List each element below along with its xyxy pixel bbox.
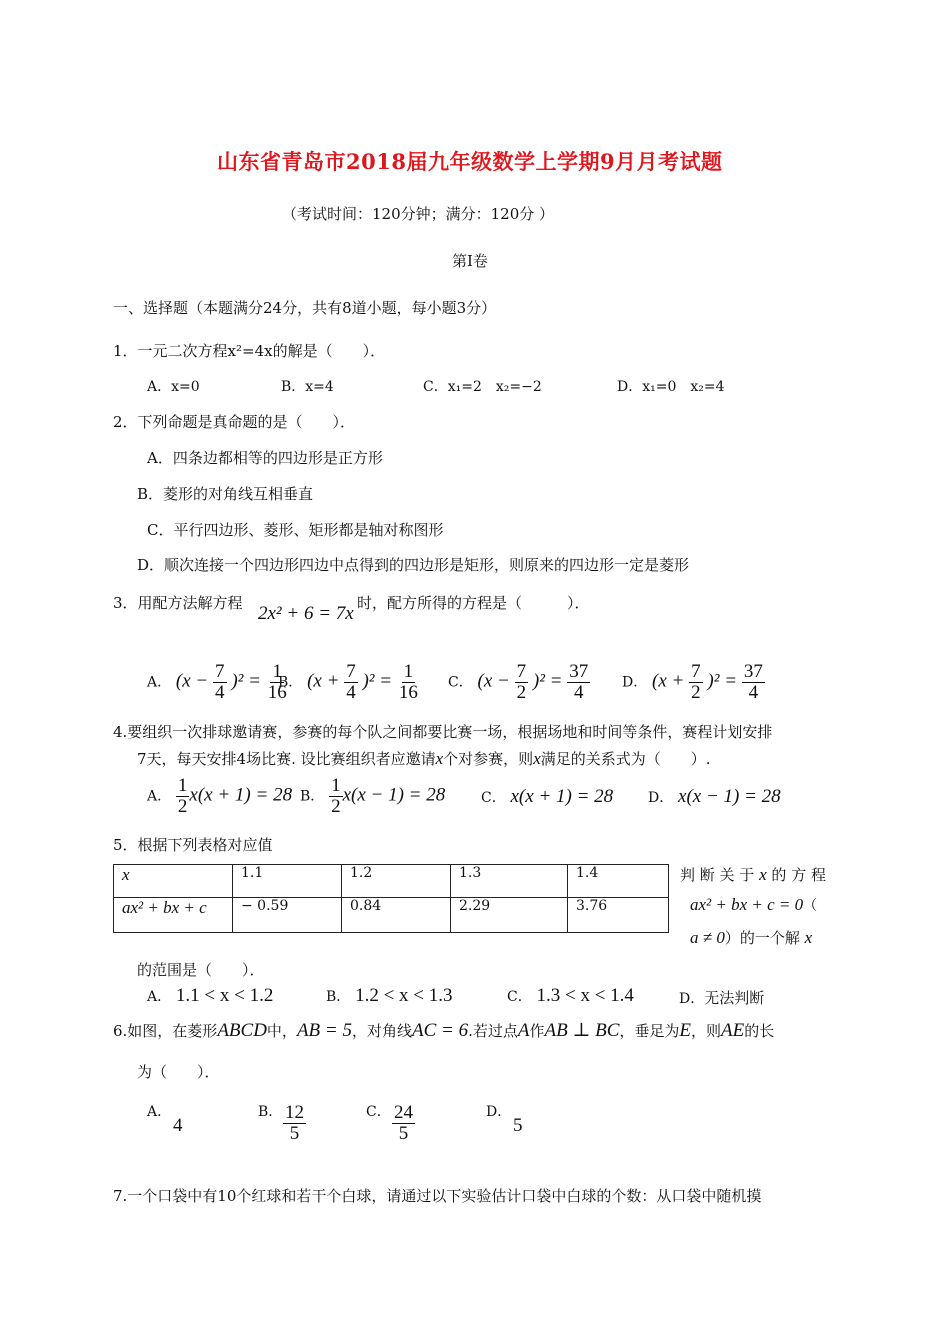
q1-option-b: B．x=4 — [281, 379, 334, 395]
q6-m7: AE — [721, 1020, 745, 1041]
table-cell: 1.2 — [342, 865, 451, 898]
q6-m4: A — [517, 1020, 530, 1041]
table-cell: 1.3 — [451, 865, 568, 898]
q3-d-rden: 4 — [748, 681, 759, 703]
q5-option-b — [326, 985, 453, 1007]
q4-option-b — [300, 776, 445, 817]
q6-p4: .若过点 — [468, 1022, 518, 1040]
q4-b-half — [329, 776, 343, 817]
table-cell-text: x — [122, 865, 130, 884]
q5-side-line1 — [680, 864, 826, 885]
q3-equation: 2x² + 6 = 7x — [258, 603, 354, 624]
q5-option-a — [147, 985, 273, 1007]
question-2-stem: 2．下列命题是真命题的是（ ）． — [113, 413, 356, 431]
table-cell: − 0.59 — [233, 898, 342, 933]
question-6-line2: 为（ ）． — [137, 1063, 220, 1081]
q4-var-2: x — [533, 749, 541, 768]
question-4-line1: 4.要组织一次排球邀请赛，参赛的每个队之间都要比赛一场，根据场地和时间等条件，赛程计划安排 — [113, 723, 773, 741]
q3-label-c: C． — [448, 674, 473, 691]
q6-b-frac — [283, 1103, 306, 1144]
question-6-line1 — [113, 1019, 774, 1042]
q6-m3: AC = 6 — [412, 1020, 469, 1041]
table-cell: 1.1 — [233, 865, 342, 898]
q6-option-d: 5 — [513, 1115, 523, 1136]
q5-option-c — [507, 985, 634, 1007]
q1-option-a: A．x=0 — [147, 379, 200, 395]
q3-d-rnum: 37 — [743, 661, 763, 682]
q6-p7: ，则 — [691, 1022, 722, 1040]
q3-stem-end: 时，配方所得的方程是（ ）． — [357, 594, 590, 612]
q5-range-line: 的范围是（ ）． — [137, 961, 265, 979]
question-1-stem — [113, 340, 385, 361]
q4-label-b: B． — [300, 788, 325, 805]
q6-option-a: 4 — [173, 1115, 183, 1136]
q4-label-c: C． — [481, 790, 506, 806]
table-cell — [114, 865, 233, 898]
exam-info: （考试时间：120分钟；满分：120分 ） — [282, 205, 555, 223]
q5-side1a: 判 断 关 于 — [680, 866, 755, 884]
q6-c-num: 24 — [394, 1102, 413, 1123]
q4-a-half-den: 2 — [177, 795, 188, 817]
q4-label-a: A． — [147, 788, 172, 805]
q5-a-expr: 1.1 < x < 1.2 — [175, 985, 274, 1006]
q6-c-den: 5 — [398, 1122, 409, 1144]
q4-d-expr: x(x − 1) = 28 — [678, 786, 781, 807]
q3-c-rden: 4 — [574, 681, 584, 703]
q3-d-pre: (x + — [652, 670, 685, 692]
q5-label-d: D． — [679, 991, 705, 1007]
q5-side-line2 — [690, 895, 817, 915]
q3-b-frac — [344, 662, 358, 703]
q4-b-expr: x(x − 1) = 28 — [342, 784, 446, 806]
q5-side-eq: ax² + bx + c = 0 — [690, 895, 804, 914]
q3-a-post: )² = — [231, 670, 261, 692]
q5-label-c: C． — [507, 989, 532, 1005]
q5-label-a: A． — [147, 989, 172, 1005]
q5-side-var: x — [759, 865, 767, 884]
table-cell: 2.29 — [451, 898, 568, 933]
q6-m5: AB ⊥ BC — [544, 1020, 620, 1041]
q6-p5: 作 — [529, 1022, 545, 1040]
q3-option-b — [278, 662, 420, 703]
q6-m6: E — [679, 1020, 691, 1041]
q4-line2b: 个对参赛，则 — [443, 750, 534, 768]
q3-label-b: B． — [278, 674, 303, 691]
q6-label-b: B． — [258, 1104, 283, 1120]
q3-a-pre: (x − — [175, 670, 209, 692]
q4-label-d: D． — [648, 790, 674, 806]
q3-c-post: )² = — [532, 670, 563, 692]
q3-b-pre: (x + — [307, 670, 340, 692]
q6-label-d: D． — [486, 1104, 512, 1120]
q2-option-d: D．顺次连接一个四边形四边中点得到的四边形是矩形，则原来的四边形一定是菱形 — [137, 556, 690, 574]
q4-a-half — [176, 776, 190, 817]
q3-d-post: )² = — [707, 670, 738, 692]
q3-a-frac — [213, 662, 227, 703]
q3-c-pre: (x − — [477, 670, 510, 692]
q3-c-frac — [515, 662, 529, 703]
table-row — [114, 898, 669, 933]
q3-option-c — [448, 662, 590, 703]
q4-option-a — [147, 776, 292, 817]
section-heading: 一、选择题（本题满分24分，共有8道小题，每小题3分） — [113, 299, 497, 317]
q1-stem-end: 的解是（ ）． — [272, 342, 386, 360]
q4-a-expr: x(x + 1) = 28 — [189, 784, 293, 806]
q6-m2: AB = 5 — [296, 1020, 352, 1041]
question-4-line2 — [137, 748, 711, 769]
q4-a-half-num: 1 — [177, 775, 188, 796]
q3-d-den: 2 — [691, 681, 701, 703]
q6-p6: ，垂足为 — [619, 1022, 680, 1040]
q5-b-expr: 1.2 < x < 1.3 — [355, 985, 453, 1006]
q2-option-c: C．平行四边形、菱形、矩形都是轴对称图形 — [147, 521, 444, 539]
q6-option-b — [283, 1103, 306, 1144]
q3-a-den: 4 — [215, 681, 225, 703]
q5-side3: ）的一个解 — [724, 929, 800, 947]
q5-option-d — [679, 987, 764, 1008]
q4-b-half-den: 2 — [331, 795, 341, 817]
q4-option-d — [648, 786, 781, 808]
q6-label-c: C． — [366, 1104, 391, 1120]
q3-c-rnum: 37 — [569, 661, 589, 682]
q3-a-num: 7 — [215, 661, 225, 682]
table-cell-text: ax² + bx + c — [122, 898, 207, 917]
q5-label-b: B． — [326, 989, 351, 1005]
q2-option-a: A．四条边都相等的四边形是正方形 — [147, 449, 383, 467]
table-cell — [114, 898, 233, 933]
volume-label: 第Ⅰ卷 — [452, 252, 488, 270]
q3-b-rnum: 1 — [403, 661, 414, 682]
q6-label-a: A． — [147, 1104, 172, 1120]
q3-label-d: D． — [622, 674, 648, 691]
question-3-stem: 3．用配方法解方程 — [113, 594, 243, 612]
q3-label-a: A． — [147, 674, 172, 691]
q2-option-b: B．菱形的对角线互相垂直 — [137, 485, 314, 503]
q3-option-d — [622, 662, 765, 703]
table-cell: 1.4 — [568, 865, 669, 898]
q3-b-num: 7 — [346, 661, 356, 682]
q3-a-rden: 16 — [267, 681, 287, 703]
q3-c-den: 2 — [516, 681, 527, 703]
q6-p2: 中， — [266, 1022, 297, 1040]
q3-c-num: 7 — [516, 661, 527, 682]
q5-side-line3 — [690, 927, 812, 948]
q4-line2c: 满足的关系式为（ ）. — [540, 750, 711, 768]
q4-line2a: 7天，每天安排4场比赛. 设比赛组织者应邀请 — [137, 750, 436, 768]
q4-c-expr: x(x + 1) = 28 — [510, 786, 614, 807]
q3-c-rhs — [567, 662, 590, 703]
q3-b-den: 4 — [346, 681, 356, 703]
question-7-line1: 7.一个口袋中有10个红球和若干个白球，请通过以下实验估计口袋中白球的个数：从口袋中随机摸 — [113, 1187, 762, 1205]
q3-b-post: )² = — [362, 670, 393, 692]
q4-option-c — [481, 786, 613, 808]
q3-option-a — [147, 662, 289, 703]
q5-side1b: 的 方 程 — [771, 866, 826, 884]
q3-d-frac — [689, 662, 703, 703]
q6-p3: ，对角线 — [351, 1022, 412, 1040]
q3-b-rden: 16 — [398, 681, 418, 703]
q3-b-rhs — [397, 662, 420, 703]
q5-side-cond: a ≠ 0 — [690, 928, 725, 947]
page-title: 山东省青岛市2018届九年级数学上学期9月月考试题 — [217, 149, 723, 174]
q5-side-paren: （ — [803, 898, 818, 914]
q5-side-var2: x — [804, 928, 813, 947]
q6-b-num: 12 — [285, 1102, 304, 1123]
table-cell: 3.76 — [568, 898, 669, 933]
q3-a-rnum: 1 — [272, 661, 282, 682]
q6-b-den: 5 — [289, 1122, 300, 1144]
q1-stem-text: 1．一元二次方程 — [113, 342, 228, 360]
q6-p1: 6.如图，在菱形 — [113, 1022, 218, 1040]
q5-d-text: 无法判断 — [704, 989, 765, 1007]
value-table — [113, 864, 669, 933]
q5-c-expr: 1.3 < x < 1.4 — [536, 985, 634, 1006]
q6-m1: ABCD — [217, 1020, 267, 1041]
q1-option-d: D．x₁=0 x₂=4 — [617, 379, 725, 395]
q6-p8: 的长 — [744, 1022, 775, 1040]
q1-equation: x²=4x — [227, 342, 273, 360]
q6-option-c — [392, 1103, 415, 1144]
table-cell: 0.84 — [342, 898, 451, 933]
q6-c-frac — [392, 1103, 415, 1144]
q4-b-half-num: 1 — [331, 775, 341, 796]
table-row — [114, 865, 669, 898]
q3-d-rhs — [742, 662, 765, 703]
q4-var-1: x — [435, 749, 444, 768]
question-5-stem: 5．根据下列表格对应值 — [113, 836, 273, 854]
q1-option-c: C．x₁=2 x₂=−2 — [423, 379, 542, 395]
q3-d-num: 7 — [691, 661, 701, 682]
